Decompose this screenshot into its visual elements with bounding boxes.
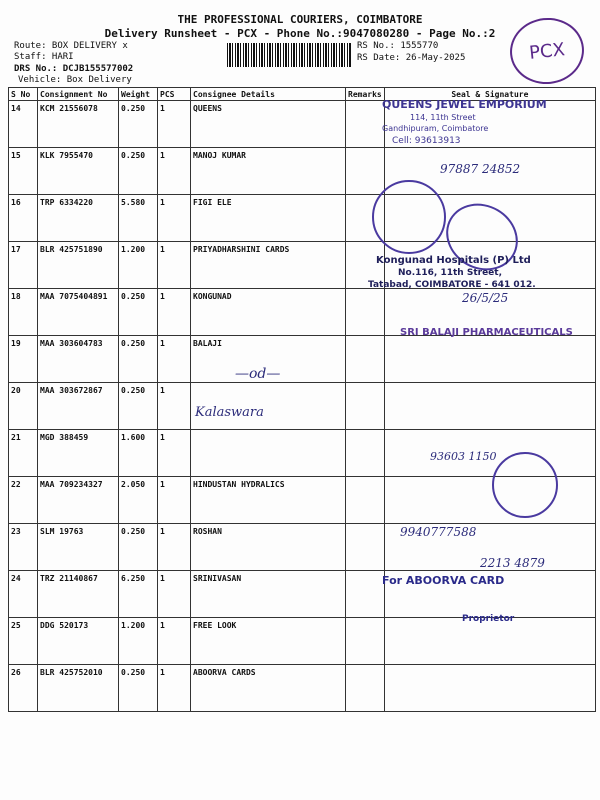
cell-consignment: SLM 19763 [38, 524, 119, 571]
cell-sno: 21 [9, 430, 38, 477]
cell-consignment: KLK 7955470 [38, 148, 119, 195]
table-row [9, 618, 596, 665]
cell-consignee: MANOJ KUMAR [191, 148, 346, 195]
cell-consignee: KONGUNAD [191, 289, 346, 336]
kongunad-stamp-addr: No.116, 11th Street, [398, 268, 502, 278]
cell-consignee: QUEENS [191, 101, 346, 148]
cell-consignment: TRZ 21140867 [38, 571, 119, 618]
row21-signature: Kalaswara [195, 405, 264, 420]
cell-consignment: KCM 21556078 [38, 101, 119, 148]
cell-weight: 0.250 [119, 524, 158, 571]
cell-sno: 18 [9, 289, 38, 336]
cell-consignee: ABOORVA CARDS [191, 665, 346, 712]
cell-sno: 23 [9, 524, 38, 571]
barcode [227, 43, 351, 67]
cell-sno: 16 [9, 195, 38, 242]
cell-remarks [346, 336, 385, 383]
balaji-stamp-name: SRI BALAJI PHARMACEUTICALS [400, 327, 573, 338]
cell-sno: 17 [9, 242, 38, 289]
queens-stamp-cell: Cell: 93613913 [392, 136, 461, 146]
col-consignee: Consignee Details [191, 88, 346, 101]
drs-label: DRS No.: DCJB155577002 [14, 64, 134, 74]
cell-weight: 0.250 [119, 665, 158, 712]
cell-weight: 0.250 [119, 383, 158, 430]
kongunad-stamp-name: Kongunad Hospitals (P) Ltd [376, 255, 531, 266]
queens-stamp-addr1: 114, 11th Street [410, 113, 476, 122]
cell-consignee: FIGI ELE [191, 195, 346, 242]
col-pcs: PCS [158, 88, 191, 101]
cell-consignee: HINDUSTAN HYDRALICS [191, 477, 346, 524]
cell-weight: 6.250 [119, 571, 158, 618]
col-sno: S No [9, 88, 38, 101]
cell-consignment: TRP 6334220 [38, 195, 119, 242]
cell-pcs: 1 [158, 571, 191, 618]
cell-remarks [346, 477, 385, 524]
cell-remarks [346, 148, 385, 195]
runsheet-subtitle: Delivery Runsheet - PCX - Phone No.:9047080280 - Page No.:2 [104, 27, 496, 40]
cell-seal [384, 477, 595, 524]
queens-stamp-addr2: Gandhipuram, Coimbatore [382, 124, 489, 133]
cell-weight: 1.200 [119, 618, 158, 665]
cell-pcs: 1 [158, 195, 191, 242]
cell-seal [384, 618, 595, 665]
table-row [9, 665, 596, 712]
rs-number: RS No.: 1555770 [357, 41, 439, 51]
cell-consignment: MGD 388459 [38, 430, 119, 477]
queens-stamp-name: QUEENS JEWEL EMPORIUM [382, 98, 547, 111]
col-remarks: Remarks [346, 88, 385, 101]
runsheet-title: THE PROFESSIONAL COURIERS, COIMBATORE [177, 13, 423, 26]
cell-sno: 20 [9, 383, 38, 430]
pcx-stamp: PCX [507, 14, 587, 87]
row15-signature: 97887 24852 [440, 162, 521, 176]
row23-round-seal [492, 452, 558, 518]
cell-seal [384, 336, 595, 383]
cell-pcs: 1 [158, 148, 191, 195]
staff-label: Staff: HARI [14, 52, 74, 62]
col-consignment: Consignment No [38, 88, 119, 101]
table-row [9, 571, 596, 618]
cell-pcs: 1 [158, 289, 191, 336]
cell-weight: 2.050 [119, 477, 158, 524]
cell-sno: 15 [9, 148, 38, 195]
cell-consignment: MAA 303672867 [38, 383, 119, 430]
cell-weight: 0.250 [119, 289, 158, 336]
cell-pcs: 1 [158, 242, 191, 289]
cell-pcs: 1 [158, 430, 191, 477]
cell-remarks [346, 101, 385, 148]
cell-remarks [346, 430, 385, 477]
cell-pcs: 1 [158, 383, 191, 430]
cell-remarks [346, 524, 385, 571]
cell-remarks [346, 289, 385, 336]
cell-pcs: 1 [158, 524, 191, 571]
cell-sno: 19 [9, 336, 38, 383]
route-label: Route: BOX DELIVERY x [14, 41, 128, 51]
cell-weight: 5.580 [119, 195, 158, 242]
cell-consignee: ROSHAN [191, 524, 346, 571]
cell-consignment: MAA 7075404891 [38, 289, 119, 336]
cell-consignee: BALAJI [191, 336, 346, 383]
col-seal: Seal & Signature [384, 88, 595, 101]
cell-seal [384, 383, 595, 430]
cell-sno: 14 [9, 101, 38, 148]
cell-sno: 24 [9, 571, 38, 618]
cell-consignee [191, 430, 346, 477]
cell-consignee: PRIYADHARSHINI CARDS [191, 242, 346, 289]
cell-consignee: SRINIVASAN [191, 571, 346, 618]
rs-date: RS Date: 26-May-2025 [357, 53, 466, 63]
cell-consignment: MAA 303604783 [38, 336, 119, 383]
cell-sno: 26 [9, 665, 38, 712]
row16-round-seal [372, 180, 446, 254]
cell-weight: 1.600 [119, 430, 158, 477]
vehicle-label: Vehicle: Box Delivery [18, 75, 132, 85]
cell-consignment: BLR 425752010 [38, 665, 119, 712]
aboorva-stamp-proprietor: Proprietor [462, 614, 515, 624]
cell-consignment: MAA 709234327 [38, 477, 119, 524]
kongunad-stamp-city: Tatabad, COIMBATORE - 641 012. [368, 280, 536, 290]
cell-sno: 22 [9, 477, 38, 524]
cell-remarks [346, 383, 385, 430]
cell-weight: 0.250 [119, 336, 158, 383]
cell-remarks [346, 618, 385, 665]
row22-signature: 93603 1150 [430, 450, 497, 463]
cell-pcs: 1 [158, 618, 191, 665]
cell-pcs: 1 [158, 336, 191, 383]
col-weight: Weight [119, 88, 158, 101]
cell-seal [384, 665, 595, 712]
cell-pcs: 1 [158, 101, 191, 148]
cell-weight: 1.200 [119, 242, 158, 289]
cell-remarks [346, 665, 385, 712]
cell-remarks [346, 571, 385, 618]
row25-signature: 2213 4879 [480, 556, 545, 570]
cell-pcs: 1 [158, 665, 191, 712]
cell-sno: 25 [9, 618, 38, 665]
cell-weight: 0.250 [119, 148, 158, 195]
aboorva-stamp-for: For ABOORVA CARD [382, 574, 505, 587]
kongunad-date: 26/5/25 [462, 291, 509, 305]
cell-weight: 0.250 [119, 101, 158, 148]
table-row [9, 383, 596, 430]
cell-consignee: FREE LOOK [191, 618, 346, 665]
cell-consignment: BLR 425751890 [38, 242, 119, 289]
row24-signature: 9940777588 [400, 525, 477, 539]
cell-consignment: DDG 520173 [38, 618, 119, 665]
cell-pcs: 1 [158, 477, 191, 524]
table-row [9, 336, 596, 383]
row20-mark: —od— [235, 366, 281, 382]
